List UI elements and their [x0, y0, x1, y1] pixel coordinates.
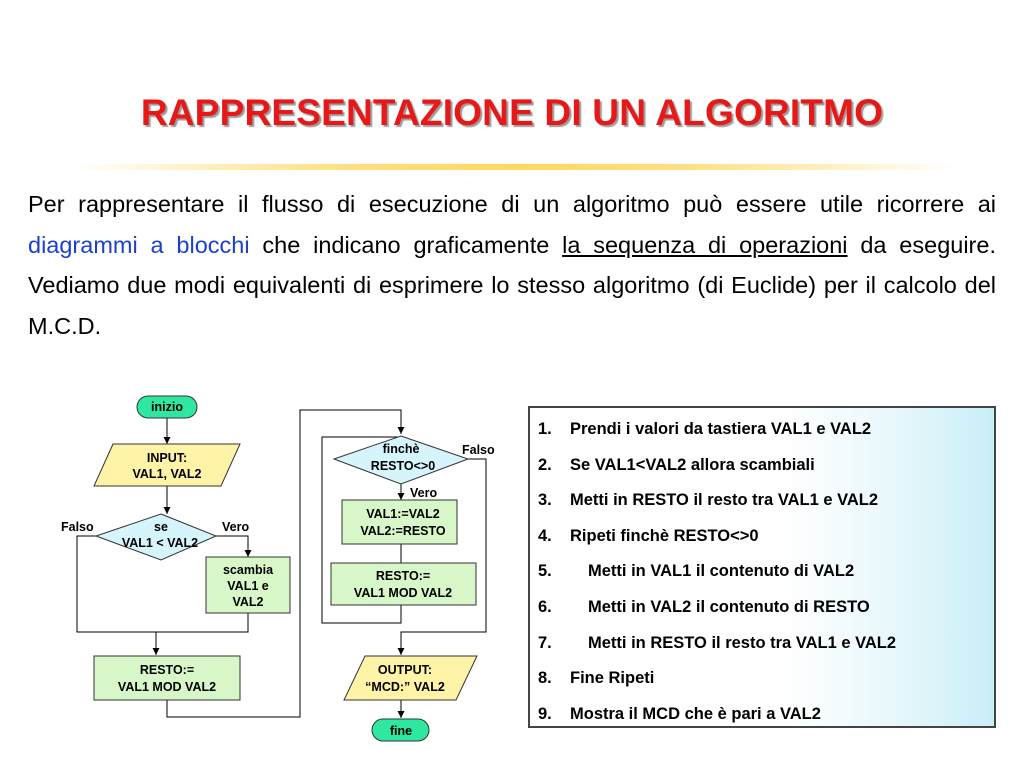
step-number: 3.: [538, 491, 552, 510]
step-text: Metti in RESTO il resto tra VAL1 e VAL2: [588, 633, 897, 652]
step-item: [538, 519, 986, 555]
loop-false-label: Falso: [462, 443, 495, 457]
step-number: 5.: [538, 562, 552, 581]
intro-link-diagrammi: diagrammi a blocchi: [28, 231, 250, 258]
step-number: 7.: [538, 633, 552, 652]
flowchart-1: [61, 396, 401, 717]
connector: [156, 613, 248, 632]
input-label-line2: VAL1, VAL2: [132, 467, 202, 481]
swap-label-line1: scambia: [222, 563, 274, 577]
step-text: Prendi i valori da tastiera VAL1 e VAL2: [570, 420, 872, 438]
step-item: [538, 448, 986, 484]
step-item: [538, 697, 986, 733]
step-number: 9.: [538, 704, 552, 723]
resto2-label-line1: RESTO:=: [375, 569, 431, 583]
resto-label-line2: VAL1 MOD VAL2: [117, 680, 217, 694]
loop-true-label: Vero: [410, 486, 438, 500]
intro-text-3: da eseguire. Vediamo due modi equivalenti di esprimere lo stesso algoritmo (di Euclide) per il calcolo del M.C.D.: [28, 231, 996, 339]
step-text: Metti in VAL1 il contenuto di VAL2: [588, 562, 855, 581]
step-item: [538, 661, 986, 697]
step-text: Metti in VAL2 il contenuto di RESTO: [588, 597, 870, 616]
algorithm-steps-box: [528, 406, 996, 728]
loop-label-line2: RESTO<>0: [370, 459, 436, 473]
step-number: 1.: [538, 420, 552, 438]
step-item: [538, 483, 986, 519]
step-item: [538, 554, 986, 590]
intro-text-2: che indicano graficamente: [249, 231, 563, 258]
step-number: 4.: [538, 526, 552, 545]
decision-label-line1: se: [154, 520, 168, 534]
step-text: Ripeti finchè RESTO<>0: [570, 526, 759, 545]
decision-true-label: Vero: [222, 520, 250, 534]
connector-true: [216, 536, 248, 557]
output-label-line2: “MCD:” VAL2: [365, 680, 445, 694]
assign-label-line1: VAL1:=VAL2: [366, 507, 440, 521]
step-text: Mostra il MCD che è pari a VAL2: [570, 704, 821, 723]
end-label: fine: [389, 724, 413, 738]
input-label-line1: INPUT:: [146, 451, 188, 465]
intro-underlined-text: la sequenza di operazioni: [562, 231, 848, 258]
flowchart-2: [322, 436, 495, 741]
start-label: inizio: [151, 400, 183, 414]
step-item: [538, 626, 986, 662]
step-number: 8.: [538, 669, 552, 688]
swap-label-line2: VAL1 e: [227, 579, 269, 593]
step-text: Metti in RESTO il resto tra VAL1 e VAL2: [570, 491, 879, 510]
intro-text-1: Per rappresentare il flusso di esecuzione di un algoritmo può essere utile ricorrere ai: [28, 191, 996, 217]
step-number: 6.: [538, 597, 552, 616]
resto-label-line1: RESTO:=: [139, 663, 195, 677]
decision-label-line2: VAL1 < VAL2: [121, 536, 199, 550]
step-text: Se VAL1<VAL2 allora scambiali: [570, 455, 815, 474]
assign-label-line2: VAL2:=RESTO: [360, 524, 446, 538]
decision-false-label: Falso: [61, 520, 94, 534]
steps-list: [538, 412, 986, 732]
swap-label-line3: VAL2: [232, 595, 264, 609]
step-item: [538, 590, 986, 626]
loop-label-line1: finchè: [382, 442, 420, 456]
output-label-line1: OUTPUT:: [377, 663, 433, 677]
step-text: Fine Ripeti: [570, 669, 655, 688]
step-number: 2.: [538, 455, 552, 474]
slide-title: RAPPRESENTAZIONE DI UN ALGORITMO: [140, 92, 884, 133]
resto2-label-line2: VAL1 MOD VAL2: [353, 586, 453, 600]
step-item: [538, 412, 986, 448]
